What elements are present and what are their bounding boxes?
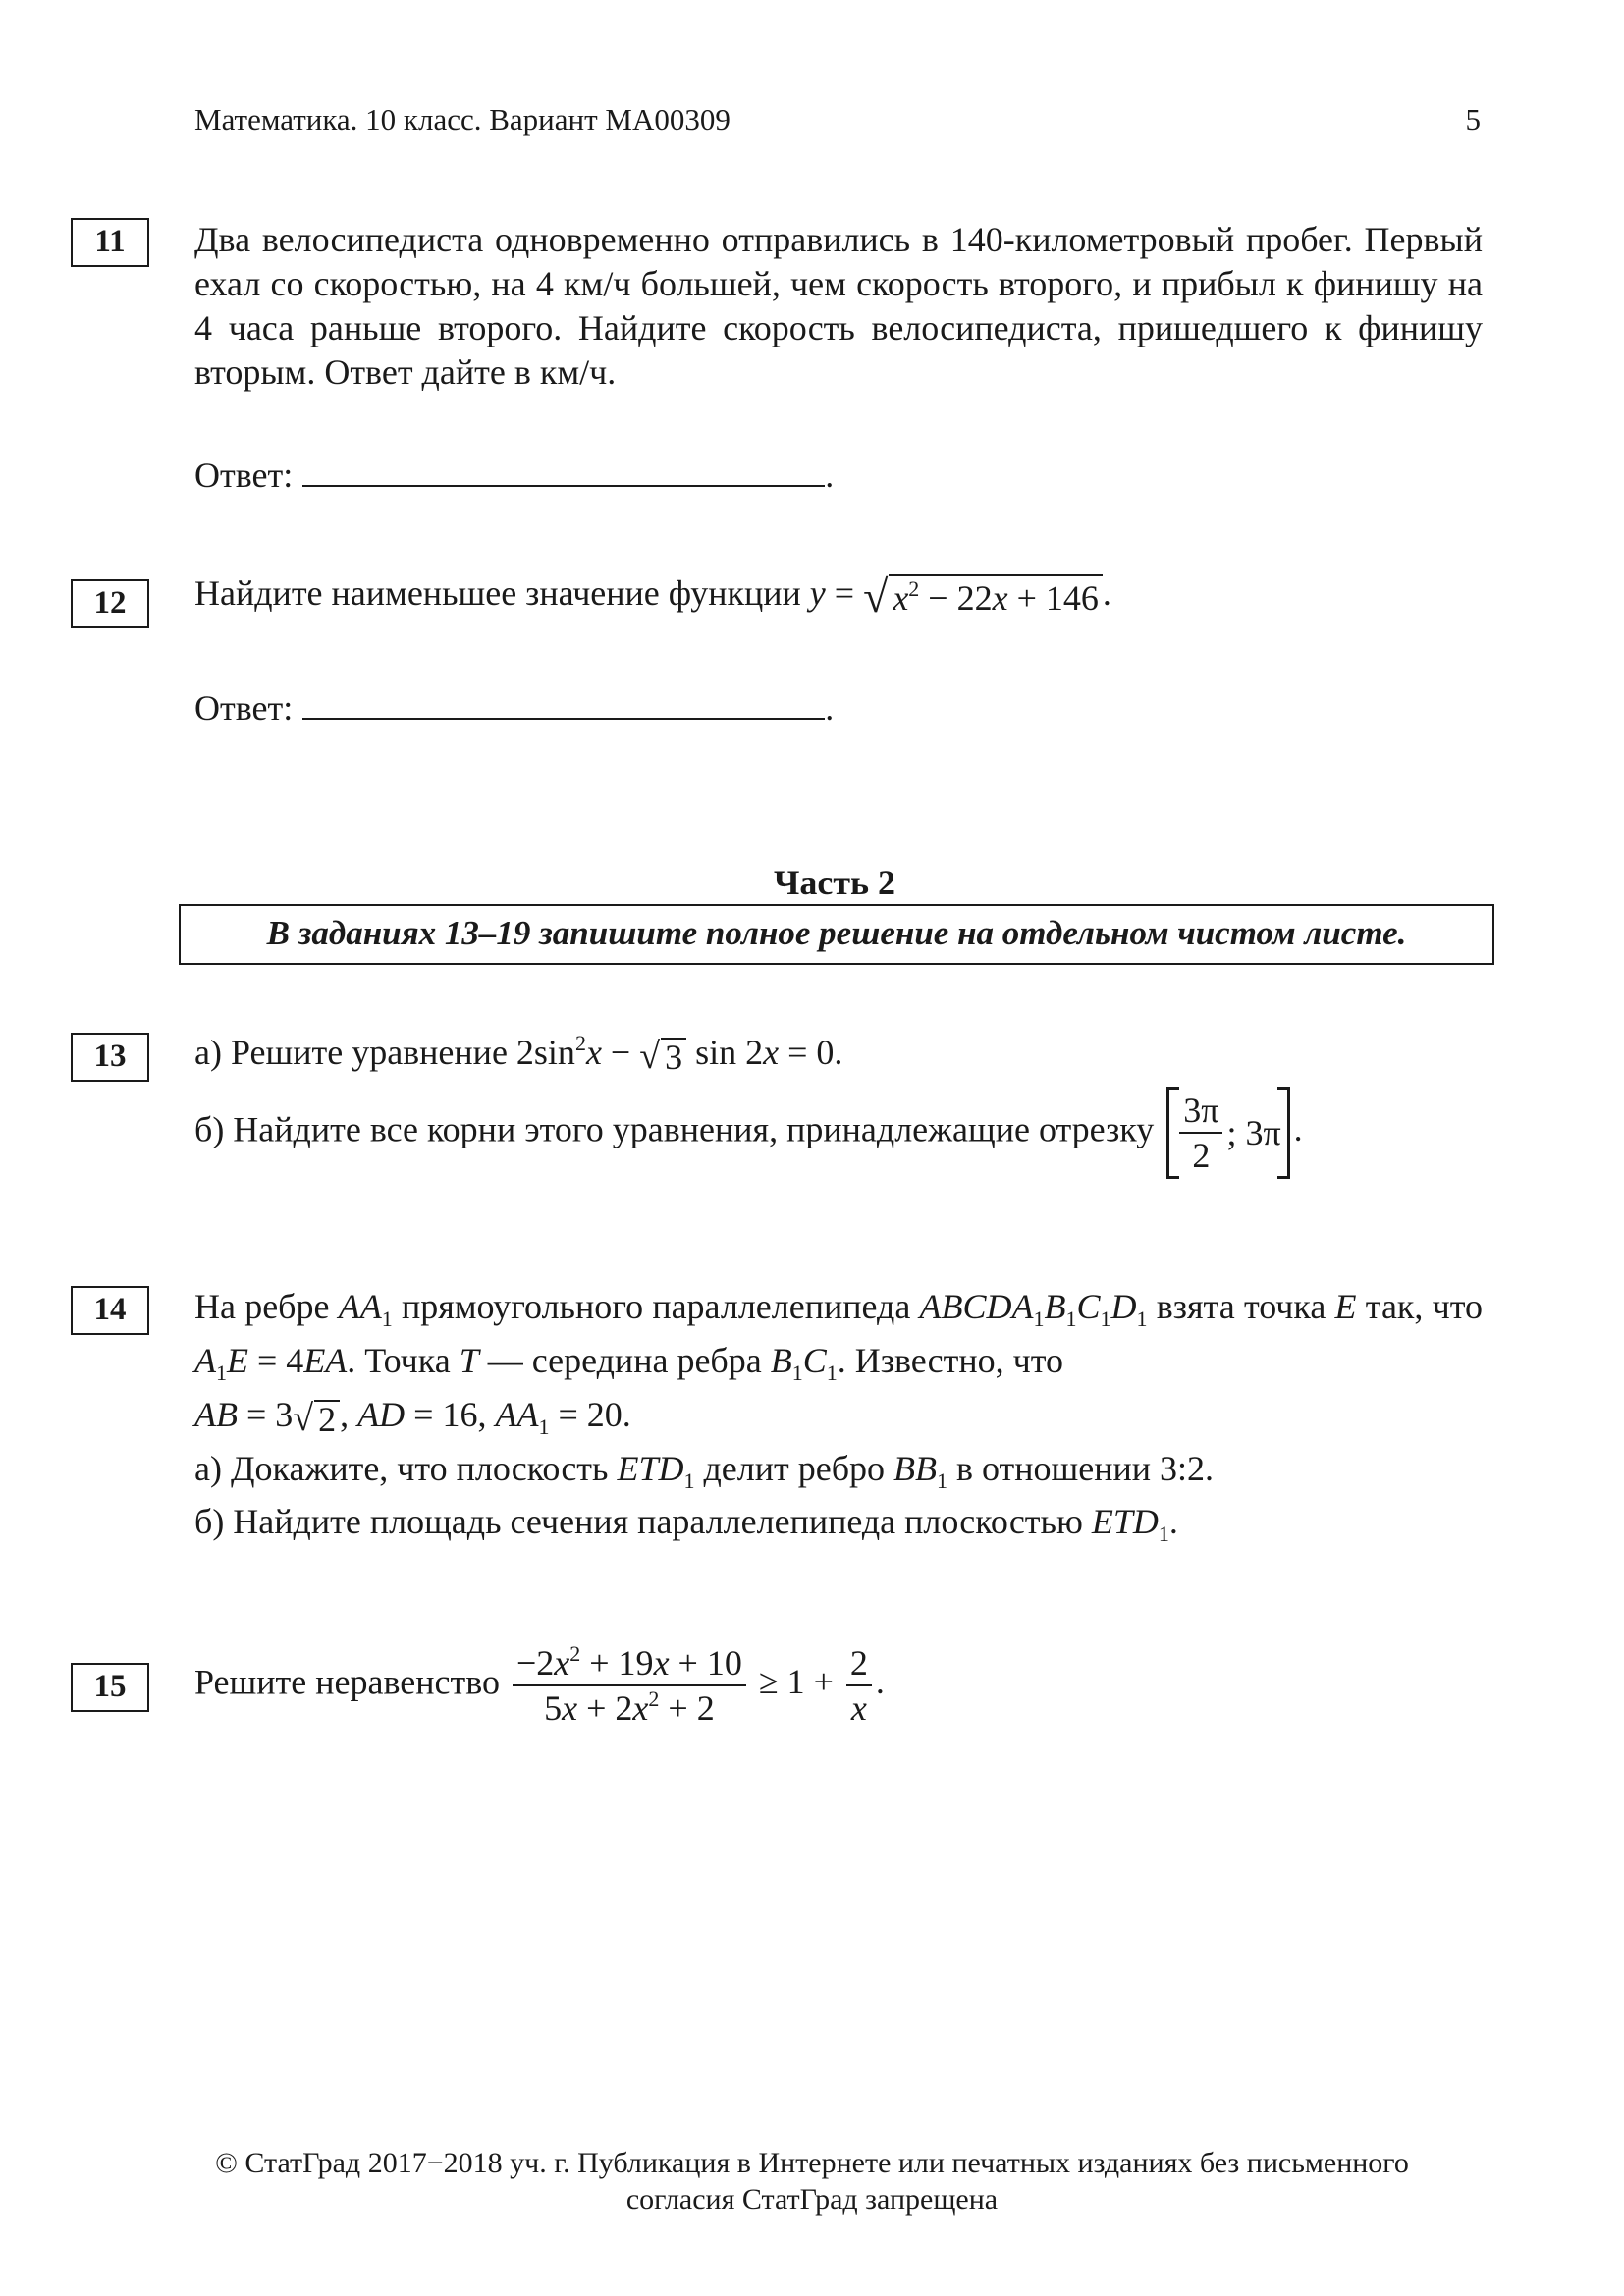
task-15-text: Решите неравенство $\frac{-2x^2 + 19x + 10}{5x + 2x^2 + 2}$ ≥ 1 + $\frac{2}{x}$ . bbox=[194, 1641, 885, 1728]
task-12-answer: Ответ: . bbox=[194, 684, 834, 728]
task-11-body bbox=[194, 218, 1483, 395]
task-14-conditions: AB = 3 √ 2 , AD = 16, $AA_1 = 20$. bbox=[194, 1395, 631, 1439]
page-footer bbox=[0, 2145, 1624, 2217]
footer-line-2: согласия СтатГрад запрещена bbox=[625, 2183, 999, 2216]
task-number-14: 14 bbox=[71, 1286, 149, 1335]
footer-line-1: © СтатГрад 2017−2018 уч. г. Публикация в Интернете или печатных изданиях без письменного bbox=[215, 2147, 1409, 2179]
part-2-title: Часть 2 bbox=[773, 863, 896, 902]
answer-label: Ответ: bbox=[194, 455, 294, 495]
task-13-b-formula: $\frac{3\pi}{2}$ ; 3π. bbox=[1163, 1109, 1302, 1148]
sqrt-symbol: √ 3 bbox=[639, 1038, 686, 1075]
fraction: $\frac{-2x^2 + 19x + 10}{5x + 2x^2 + 2}$ bbox=[513, 1643, 746, 1728]
part-2-instruction: В заданиях 13–19 запишите полное решение на отдельном чистом листе. bbox=[179, 904, 1494, 965]
task-14-a: а) Докажите, что плоскость $ETD_1$ делит ребро $BB_1$ в отношении 3:2. bbox=[194, 1449, 1215, 1493]
task-14-text: На ребре $AA_1$ прямоугольного параллелепипеда $ABCDA_1B_1C_1D_1$ взята точка E так, что $A_1E = 4EA$. Точка T — середина ребра $B_1C_1$. Известно, что bbox=[194, 1287, 1484, 1385]
fraction: $\frac{2}{x}$ bbox=[846, 1643, 872, 1728]
task-15-formula: $\frac{-2x^2 + 19x + 10}{5x + 2x^2 + 2}$ ≥ 1 + $\frac{2}{x}$ . bbox=[509, 1662, 885, 1701]
task-13-body bbox=[194, 1031, 1483, 1179]
task-12-text: Найдите наименьшее значение функции y = √ $x^2 - 22x + 146$ . bbox=[194, 570, 1111, 621]
sqrt-symbol: √ $x^2 - 22x + 146$ bbox=[863, 574, 1103, 619]
fraction: $\frac{3\pi}{2}$ bbox=[1179, 1091, 1222, 1175]
task-13-b: б) Найдите все корни этого уравнения, принадлежащие отрезку $\frac{3\pi}{2}$ ; 3π. bbox=[194, 1087, 1483, 1179]
answer-blank bbox=[302, 452, 825, 487]
task-14-b: б) Найдите площадь сечения параллелепипеда плоскостью $ETD_1$. bbox=[194, 1502, 1178, 1546]
task-13-a-formula: $2\sin^2x$ − √ 3 sin 2x = 0. bbox=[515, 1031, 843, 1077]
answer-label: Ответ: bbox=[194, 688, 294, 727]
page-header bbox=[194, 102, 1481, 145]
task-12-formula: y = √ $x^2 - 22x + 146$ . bbox=[809, 570, 1111, 621]
task-number-11: 11 bbox=[71, 218, 149, 267]
task-11-text: Два велосипедиста одновременно отправились в 140-километровый пробег. Первый ехал со скоростью, на 4 км/ч большей, чем скорость второго, и прибыл к финишу на 4 часа раньше второго. Найдите скорость велосипедиста, пришедшего к финишу вторым. Ответ дайте в км/ч. bbox=[194, 220, 1483, 392]
task-number-12: 12 bbox=[71, 579, 149, 628]
task-15-body bbox=[194, 1643, 1483, 1728]
task-number-13: 13 bbox=[71, 1033, 149, 1082]
answer-blank bbox=[302, 684, 825, 720]
page-number: 5 bbox=[1465, 102, 1481, 136]
task-12-body bbox=[194, 571, 1483, 619]
task-11-answer: Ответ: . bbox=[194, 452, 834, 496]
task-14-body bbox=[194, 1280, 1483, 1548]
task-13-a: а) Решите уравнение $2\sin^2x$ − √ 3 sin 2x = 0. bbox=[194, 1031, 843, 1077]
interval-bracket: $\frac{3\pi}{2}$ ; 3π bbox=[1166, 1087, 1289, 1179]
header-title: Математика. 10 класс. Вариант МА00309 bbox=[194, 102, 731, 136]
sqrt-symbol: √ 2 bbox=[293, 1400, 340, 1437]
task-number-15: 15 bbox=[71, 1663, 149, 1712]
